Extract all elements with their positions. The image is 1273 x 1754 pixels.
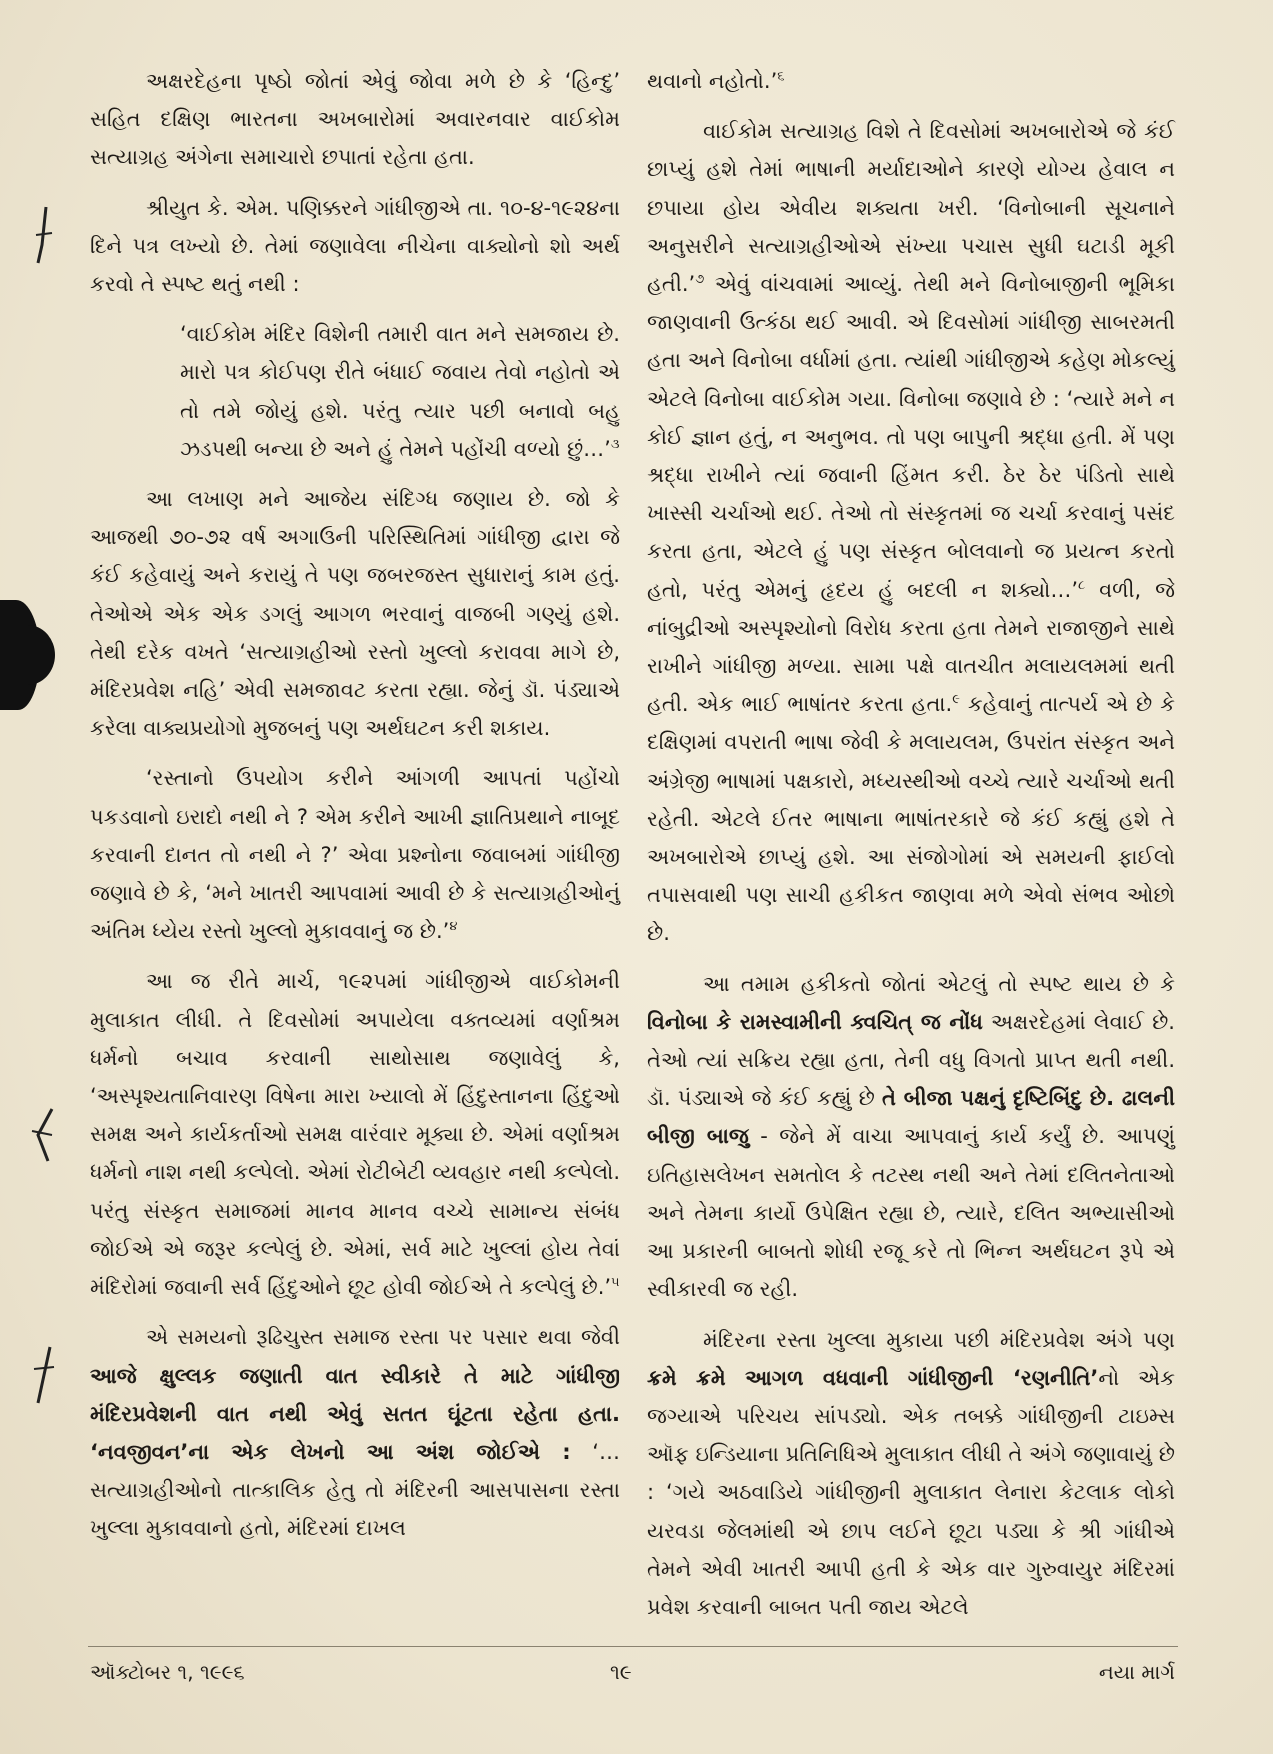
paragraph: મંદિરના રસ્તા ખુલ્લા મુકાયા પછી મંદિરપ્રવેશ અંગે પણ ક્રમે ક્રમે આગળ વધવાની ગાંધીજીની ‘રણનીતિ’નો એક જગ્યાએ પરિચય સાંપડ્યો. એક તબક્કે ગાંધીજીની ટાઇમ્સ ઑફ ઇન્ડિયાના પ્રતિનિધિએ મુલાકાત લીધી તે અંગે જણાવાયું છે : ‘ગયે અઠવાડિયે ગાંધીજીની મુલાકાત લેનારા કેટલાક લોકો યરવડા જેલમાંથી એ છાપ લઈને છૂટા પડ્યા કે શ્રી ગાંધીએ તેમને એવી ખાતરી આપી હતી કે એક વાર ગુરુવાયુર મંદિરમાં પ્રવેશ કરવાની બાબત પતી જાય એટલે	[647, 1327, 1175, 1619]
paragraph: આ લખાણ મને આજેય સંદિગ્ધ જણાય છે. જો કે આજથી ૭૦-૭૨ વર્ષ અગાઉની પરિસ્થિતિમાં ગાંધીજી દ્વારા જે કંઈ કહેવાયું અને કરાયું તે પણ જબરજસ્ત સુધારાનું કામ હતું. તેઓએ એક એક ડગલું આગળ ભરવાનું વાજબી ગણ્યું હશે. તેથી દરેક વખતે ‘સત્યાગ્રહીઓ રસ્તો ખુલ્લો કરાવવા માગે છે, મંદિરપ્રવેશ નહિ’ એવી સમજાવટ કરતા રહ્યા. જેનું ડૉ. પંડ્યાએ કરેલા વાક્યપ્રયોગો મુજબનું પણ અર્થઘટન કરી શકાય.	[90, 487, 620, 741]
left-column	[90, 62, 620, 1560]
emphasis: આજે ક્ષુલ્લક જણાતી વાત સ્વીકારે તે માટે ગાંધીજી મંદિરપ્રવેશની વાત નથી એવું સતત ઘૂંટતા રહેતા હતા. ‘નવજીવન’ના એક લેખનો આ અંશ જોઈએ :	[90, 1363, 620, 1464]
pen-mark-1	[30, 205, 58, 265]
footnote-ref: ૪	[449, 919, 458, 935]
pen-mark-3	[30, 1345, 58, 1405]
page-stain-2	[0, 625, 55, 685]
footnote-ref: ૯	[952, 692, 960, 708]
paragraph: ‘રસ્તાનો ઉપયોગ કરીને આંગળી આપતાં પહોંચો પકડવાનો ઇરાદો નથી ને ? એમ કરીને આખી જ્ઞાતિપ્રથાને નાબૂદ કરવાની દાનત તો નથી ને ?’ એવા પ્રશ્નોના જવાબમાં ગાંધીજી જણાવે છે કે, ‘મને ખાતરી આપવામાં આવી છે કે સત્યાગ્રહીઓનું અંતિમ ધ્યેય રસ્તો ખુલ્લો મુકાવવાનું જ છે.’$^૪$	[90, 766, 620, 944]
paragraph: વાઈકોમ સત્યાગ્રહ વિશે તે દિવસોમાં અખબારોએ જે કંઈ છાપ્યું હશે તેમાં ભાષાની મર્યાદાઓને કારણે યોગ્ય હેવાલ ન છપાયા હોય એવીય શક્યતા ખરી. ‘વિનોબાની સૂચનાને અનુસરીને સત્યાગ્રહીઓએ સંખ્યા પચાસ સુધી ઘટાડી મૂકી હતી.’$^૭$ એવું વાંચવામાં આવ્યું. તેથી મને વિનોબાજીની ભૂમિકા જાણવાની ઉત્કંઠા થઈ આવી. એ દિવસોમાં ગાંધીજી સાબરમતી હતા અને વિનોબા વર્ધામાં હતા. ત્યાંથી ગાંધીજીએ કહેણ મોકલ્યું એટલે વિનોબા વાઈકોમ ગયા. વિનોબા જણાવે છે : ‘ત્યારે મને ન કોઈ જ્ઞાન હતું, ન અનુભવ. તો પણ બાપુની શ્રદ્ધા હતી. મેં પણ શ્રદ્ધા રાખીને ત્યાં જવાની હિંમત કરી. ઠેર ઠેર પંડિતો સાથે ખાસ્સી ચર્ચાઓ થઈ. તેઓ તો સંસ્કૃતમાં જ ચર્ચા કરવાનું પસંદ કરતા હતા, એટલે હું પણ સંસ્કૃત બોલવાનો જ પ્રયત્ન કરતો હતો, પરંતુ એમનું હૃદય હું બદલી ન શક્યો…’$^૮$ વળી, જે નાંબુદ્રીઓ અસ્પૃશ્યોનો વિરોધ કરતા હતા તેમને રાજાજીને સાથે રાખીને ગાંધીજી મળ્યા. સામા પક્ષે વાતચીત મલાયલમમાં થતી હતી. એક ભાઈ ભાષાંતર કરતા હતા.$^૯$ કહેવાનું તાત્પર્ય એ છે કે દક્ષિણમાં વપરાતી ભાષા જેવી કે મલાયલમ, ઉપરાંત સંસ્કૃત અને અંગ્રેજી ભાષામાં પક્ષકારો, મધ્યસ્થીઓ વચ્ચે ત્યારે ચર્ચાઓ થતી રહેતી. એટલે ઈતર ભાષાના ભાષાંતરકારે જે કંઈ કહ્યું હશે તે અખબારોએ છાપ્યું હશે. આ સંજોગોમાં એ સમયની ફાઈલો તપાસવાથી પણ સાચી હકીકત જાણવા મળે એવો સંભવ ઓછો છે.	[647, 119, 1175, 946]
footnote-ref: ૮	[1078, 577, 1086, 593]
block-quote: ‘વાઈકોમ મંદિર વિશેની તમારી વાત મને સમજાય છે. મારો પત્ર કોઈપણ રીતે બંધાઈ જવાય તેવો નહોતો એ તો તમે જોયું હશે. પરંતુ ત્યાર પછી બનાવો બહુ ઝડપથી બન્યા છે અને હું તેમને પહોંચી વળ્યો છું…’$^૩$	[180, 322, 620, 461]
footnote-ref: ૬	[777, 69, 785, 84]
paragraph: એ સમયનો રૂઢિચુસ્ત સમાજ રસ્તા પર પસાર થવા જેવી આજે ક્ષુલ્લક જણાતી વાત સ્વીકારે તે માટે ગાંધીજી મંદિરપ્રવેશની વાત નથી એવું સતત ઘૂંટતા રહેતા હતા. ‘નવજીવન’ના એક લેખનો આ અંશ જોઈએ : ‘…સત્યાગ્રહીઓનો તાત્કાલિક હેતુ તો મંદિરની આસપાસના રસ્તા ખુલ્લા મુકાવવાનો હતો, મંદિરમાં દાખલ	[90, 1325, 620, 1541]
footnote-ref: ૭	[695, 272, 705, 288]
footnote-ref: ૫	[611, 1275, 620, 1291]
paragraph: અક્ષરદેહના પૃષ્ઠો જોતાં એવું જોવા મળે છે કે ‘હિન્દુ’ સહિત દક્ષિણ ભારતના અખબારોમાં અવારનવાર વાઈકોમ સત્યાગ્રહ અંગેના સમાચારો છપાતાં રહેતા હતા.	[90, 69, 620, 170]
magazine-name: નયા માર્ગ	[1098, 1660, 1175, 1684]
paragraph: આ જ રીતે માર્ચ, ૧૯૨૫માં ગાંધીજીએ વાઈકોમની મુલાકાત લીધી. તે દિવસોમાં અપાયેલા વક્તવ્યમાં વર્ણાશ્રમ ધર્મનો બચાવ કરવાની સાથોસાથ જણાવેલું કે, ‘અસ્પૃશ્યતાનિવારણ વિષેના મારા ખ્યાલો મેં હિંદુસ્તાનના હિંદુઓ સમક્ષ અને કાર્યકર્તાઓ સમક્ષ વારંવાર મૂક્યા છે. એમાં વર્ણાશ્રમ ધર્મનો નાશ નથી કલ્પેલો. એમાં રોટીબેટી વ્યવહાર નથી કલ્પેલો. પરંતુ સંસ્કૃત સમાજમાં માનવ માનવ વચ્ચે સામાન્ય સંબંધ જોઈએ એ જરૂર કલ્પેલું છે. એમાં, સર્વ માટે ખુલ્લાં હોય તેવાં મંદિરોમાં જવાની સર્વ હિંદુઓને છૂટ હોવી જોઈએ તે કલ્પેલું છે.’$^૫$	[90, 969, 620, 1300]
page-footer	[90, 1660, 1175, 1690]
issue-date: ઑક્ટોબર ૧, ૧૯૯૬	[90, 1660, 245, 1684]
emphasis: ક્રમે ક્રમે આગળ વધવાની ગાંધીજીની ‘રણનીતિ’	[647, 1365, 1099, 1390]
footer-rule	[88, 1646, 1178, 1647]
paragraph: શ્રીયુત કે. એમ. પણિક્કરને ગાંધીજીએ તા. ૧૦-૪-૧૯૨૪ના દિને પત્ર લખ્યો છે. તેમાં જણાવેલા નીચેના વાક્યોનો શો અર્થ કરવો તે સ્પષ્ટ થતું નથી :	[90, 195, 620, 297]
paragraph: થવાનો નહોતો.’$^૬$	[647, 69, 785, 93]
footnote-ref: ૩	[610, 436, 620, 452]
pen-mark-2	[28, 1105, 56, 1165]
right-column	[647, 62, 1175, 1638]
paragraph: આ તમામ હકીકતો જોતાં એટલું તો સ્પષ્ટ થાય છે કે વિનોબા કે રામસ્વામીની ક્વચિત્ જ નોંધ અક્ષરદેહમાં લેવાઈ છે. તેઓ ત્યાં સક્રિય રહ્યા હતા, તેની વધુ વિગતો પ્રાપ્ત થતી નથી. ડૉ. પંડ્યાએ જે કંઈ કહ્યું છે તે બીજા પક્ષનું દૃષ્ટિબિંદુ છે. ઢાલની બીજી બાજુ - જેને મેં વાચા આપવાનું કાર્ય કર્યું છે. આપણું ઇતિહાસલેખન સમતોલ કે તટસ્થ નથી અને તેમાં દલિતનેતાઓ અને તેમના કાર્યો ઉપેક્ષિત રહ્યા છે, ત્યારે, દલિત અભ્યાસીઓ આ પ્રકારની બાબતો શોધી રજૂ કરે તો ભિન્ન અર્થઘટન રૂપે એ સ્વીકારવી જ રહી.	[647, 971, 1175, 1302]
page-number: ૧૯	[610, 1660, 632, 1684]
emphasis: વિનોબા કે રામસ્વામીની ક્વચિત્ જ નોંધ	[647, 1009, 983, 1034]
emphasis: તે બીજા પક્ષનું દૃષ્ટિબિંદુ છે. ઢાલની બીજી બાજુ	[647, 1086, 1175, 1149]
